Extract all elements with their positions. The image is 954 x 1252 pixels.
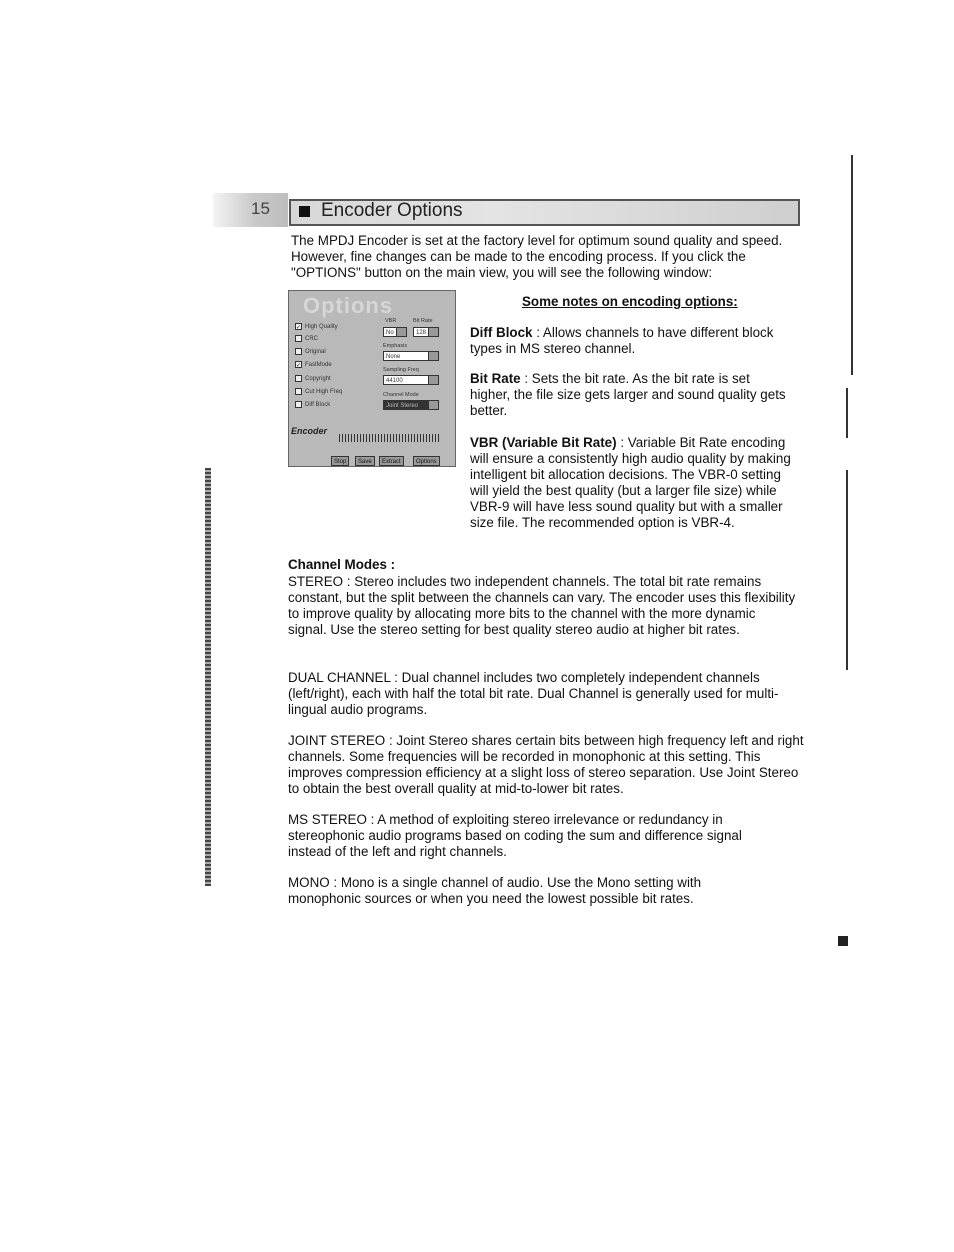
mode-stereo: STEREO : Stereo includes two independent channels. The total bit rate remains constant, but the split between the channels can vary. The encoder uses this flexibility to improve quality by allocating more bits to the channel with the more dynamic signal. Use the stereo setting for best quality stereo audio at higher bit rates. bbox=[288, 574, 796, 637]
section-title-bar bbox=[289, 199, 800, 226]
channel-modes-heading: Channel Modes : bbox=[288, 557, 396, 572]
note-bit-rate bbox=[470, 371, 792, 419]
options-window-title: Options bbox=[303, 293, 394, 318]
note-text: : Variable Bit Rate encoding will ensure a consistently high audio quality by making intelligent bit allocation decisions. The VBR-0 setting will yield the best quality (but a larger file size) while VBR-9 will have less sound quality but with a smaller size file. The recommended option is VBR-4. bbox=[470, 435, 791, 530]
section-title: Encoder Options bbox=[321, 200, 463, 221]
options-button[interactable]: Options bbox=[413, 456, 440, 466]
mode-mono: MONO : Mono is a single channel of audio. Use the Mono setting with monophonic sources or when you need the lowest possible bit rates. bbox=[288, 875, 702, 906]
checkbox-checked-icon: ✓ bbox=[296, 363, 302, 369]
stop-button[interactable]: Stop bbox=[331, 456, 349, 466]
note-text: : Allows channels to have different block types in MS stereo channel. bbox=[470, 325, 774, 356]
level-meter bbox=[339, 434, 439, 442]
bitrate-select[interactable]: 128 bbox=[413, 327, 439, 337]
intro-paragraph: The MPDJ Encoder is set at the factory level for optimum sound quality and speed. However, fine changes can be made to the encoding process. If you click the "OPTIONS" button on the main view, you will see the following window: bbox=[291, 233, 783, 280]
checkbox-fastmode[interactable]: ✓ FastMode bbox=[296, 362, 332, 369]
chevron-down-icon bbox=[428, 328, 438, 336]
page-number: 15 bbox=[251, 199, 270, 218]
chevron-down-icon bbox=[428, 352, 438, 360]
mode-ms-stereo: MS STEREO : A method of exploiting stereo irrelevance or redundancy in stereophonic audio programs based on coding the sum and difference signal instead of the left and right channels. bbox=[288, 812, 742, 859]
note-text: : Sets the bit rate. As the bit rate is set higher, the file size gets larger and sound quality gets better. bbox=[470, 371, 786, 418]
emphasis-label: Emphasis bbox=[383, 343, 408, 349]
crop-line bbox=[846, 470, 848, 670]
page-number-box bbox=[213, 193, 288, 227]
checkbox-cut-high-freq[interactable]: Cut High Freq bbox=[295, 388, 342, 395]
crop-line bbox=[846, 388, 848, 438]
channel-mode-label: Channel Mode bbox=[383, 392, 419, 398]
sampling-freq-label: Sampling Freq bbox=[383, 367, 419, 373]
corner-mark bbox=[838, 936, 848, 946]
checkbox-diff-block[interactable]: Diff Block bbox=[295, 401, 330, 408]
save-button[interactable]: Save bbox=[355, 456, 375, 466]
vbr-select[interactable]: No bbox=[383, 327, 407, 337]
checkbox-original[interactable]: Original bbox=[295, 348, 326, 355]
checkbox-copyright[interactable]: Copyright bbox=[295, 375, 331, 382]
bitrate-label: Bit Rate bbox=[413, 318, 433, 324]
chevron-down-icon bbox=[428, 401, 438, 409]
mode-dual-channel: DUAL CHANNEL : Dual channel includes two completely independent channels (left/right), each with half the total bit rate. Dual Channel is generally used for multi-lingual audio programs. bbox=[288, 670, 779, 717]
options-window bbox=[288, 290, 456, 467]
checkbox-checked-icon: ✓ bbox=[296, 325, 302, 331]
channel-mode-select[interactable]: Joint Stereo bbox=[383, 400, 439, 410]
emphasis-select[interactable]: None bbox=[383, 351, 439, 361]
note-term: VBR (Variable Bit Rate) bbox=[470, 435, 617, 450]
chevron-down-icon bbox=[396, 328, 406, 336]
note-term: Diff Block bbox=[470, 325, 533, 340]
encoder-logo-label: Encoder bbox=[291, 426, 328, 436]
square-bullet-icon bbox=[299, 206, 310, 217]
vbr-label: VBR bbox=[385, 318, 397, 324]
note-diff-block bbox=[470, 325, 792, 357]
notes-heading: Some notes on encoding options: bbox=[522, 294, 738, 309]
checkbox-high-quality[interactable]: ✓ High Quality bbox=[296, 324, 338, 331]
mode-joint-stereo: JOINT STEREO : Joint Stereo shares certain bits between high frequency left and right channels. Some frequencies will be recorded in monophonic at this setting. This improves compression efficiency at a slight loss of stereo separation. Use Joint Stereo to obtain the best overall quality at mid-to-lower bit rates. bbox=[288, 733, 804, 796]
sampling-freq-select[interactable]: 44100 bbox=[383, 375, 439, 385]
note-vbr bbox=[470, 435, 800, 531]
extract-button[interactable]: Extract bbox=[379, 456, 404, 466]
chevron-down-icon bbox=[428, 376, 438, 384]
note-term: Bit Rate bbox=[470, 371, 521, 386]
crop-line bbox=[851, 155, 853, 375]
checkbox-crc[interactable]: CRC bbox=[295, 335, 318, 342]
binding-edge bbox=[205, 468, 211, 886]
